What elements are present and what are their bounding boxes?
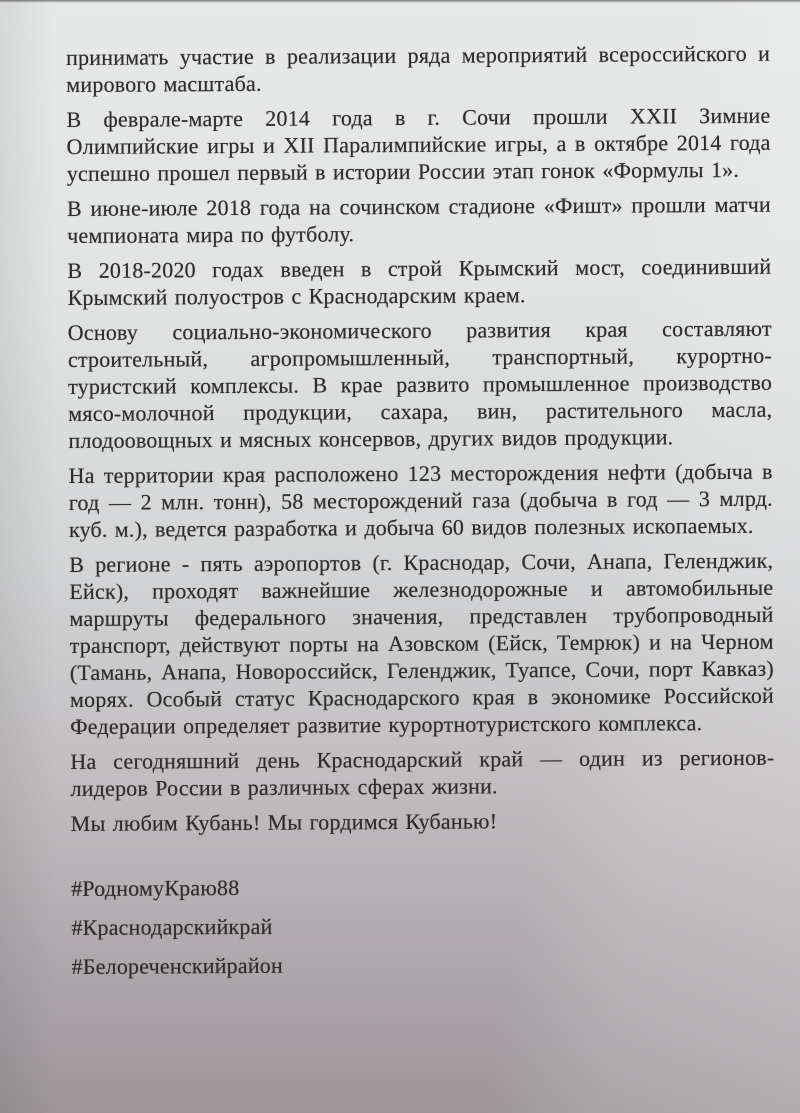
hashtag-line: #РодномуКраю88 bbox=[71, 874, 240, 901]
paragraph: В регионе - пять аэропортов (г. Краснодар, Сочи, Анапа, Геленджик, Ейск), проходят важнейшие железнодорожные и автомобильные маршруты федерального значения, представлен трубопроводный транспорт, действуют порты на Азовском (Ейск, Темрюк) и на Черном (Тамань, Анапа, Новороссийск, Геленджик, Туапсе, Сочи, порт Кавказ) морях. Особый статус Краснодарского края в экономике Российской Федерации определяет развитие курортнотуристского комплекса. bbox=[69, 547, 775, 739]
paragraph: На сегодняшний день Краснодарский край — один из регионов-лидеров России в различных сферах жизни. bbox=[70, 744, 775, 801]
paragraph: В июне-июле 2018 года на сочинском стадионе «Фишт» прошли матчи чемпионата мира по футболу. bbox=[66, 191, 772, 248]
photo-top-edge-shadow bbox=[0, 0, 800, 3]
hashtag-line: #Белореченскийрайон bbox=[71, 952, 284, 979]
paragraph: принимать участие в реализации ряда мероприятий всероссийского и мирового масштаба. bbox=[66, 40, 771, 97]
paragraph: Мы любим Кубань! Мы гордимся Кубанью! bbox=[70, 808, 498, 836]
document-text-block bbox=[66, 40, 776, 992]
paragraph: Основу социально-экономического развития края составляют строительный, агропромышленный, транспортный, курортно-туристский комплексы. В крае развито промышленное производство мясо-молочной продукции, сахара, вин, растительного масла, плодоовощных и мясных консервов, других видов продукции. bbox=[67, 315, 773, 453]
paragraph: В феврале-марте 2014 года в г. Сочи прошли XXII Зимние Олимпийские игры и XII Паралимпийские игры, а в октябре 2014 года успешно прошел первый в истории России этап гонок «Формулы 1». bbox=[66, 102, 771, 186]
paragraph: На территории края расположено 123 месторождения нефти (добыча в год — 2 млн. тонн), 58 месторождений газа (добыча в год — 3 млрд. куб. м.), ведется разработка и добыча 60 видов полезных ископаемых. bbox=[68, 458, 773, 542]
paragraph: В 2018-2020 годах введен в строй Крымский мост, соединивший Крымский полуостров с Краснодарским краем. bbox=[67, 253, 772, 310]
hashtags-block bbox=[71, 871, 776, 980]
hashtag-line: #Краснодарскийкрай bbox=[71, 913, 273, 940]
